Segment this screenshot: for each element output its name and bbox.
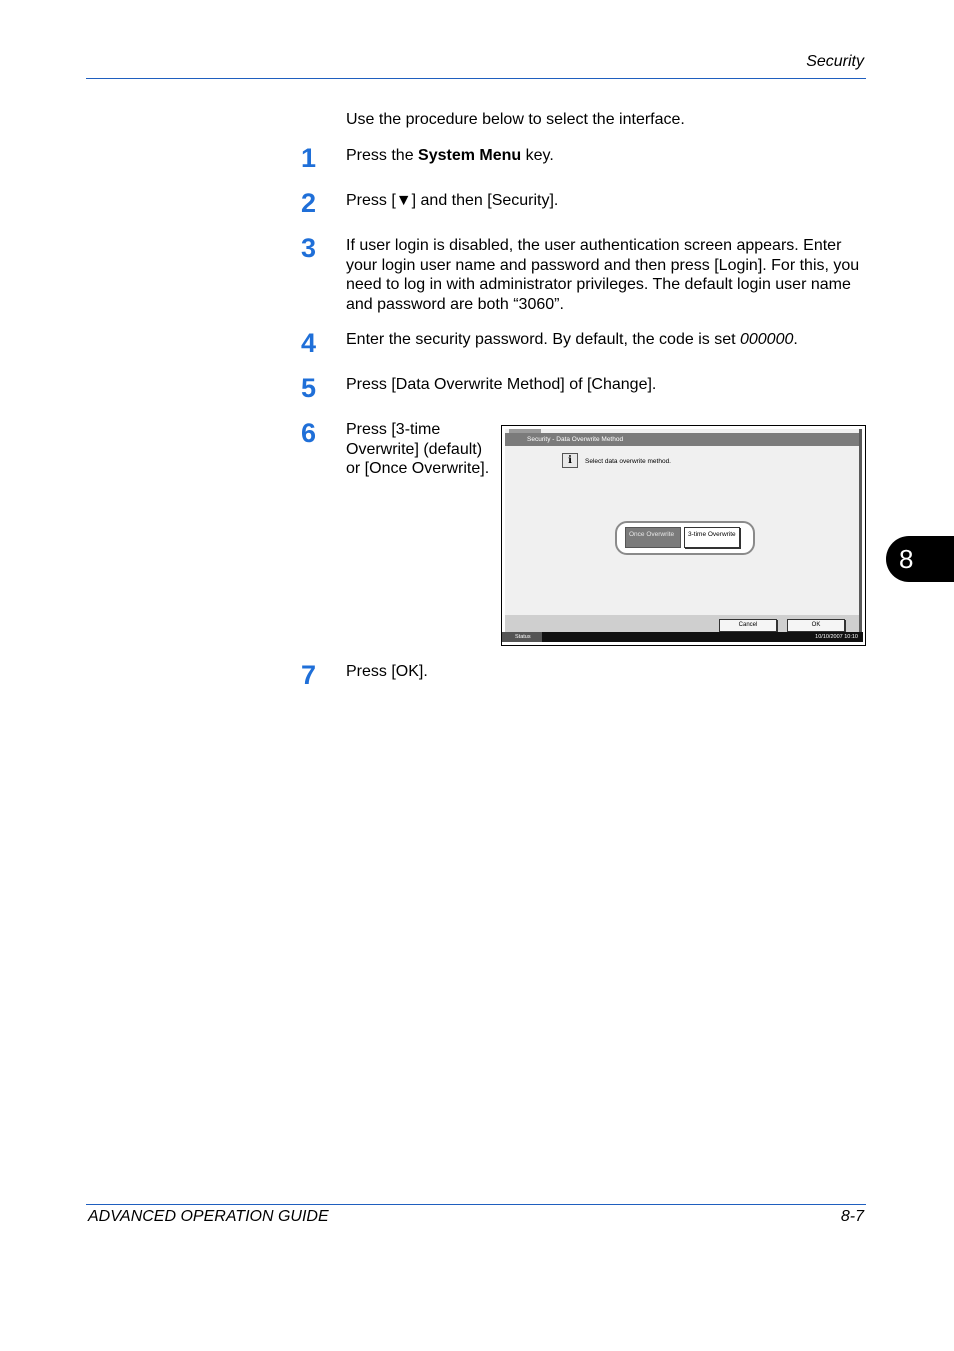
data-overwrite-screen [501,425,866,646]
cancel-button[interactable]: Cancel [719,619,777,632]
step-7-text: Press [OK]. [346,663,428,680]
footer-divider [86,1204,866,1205]
step-6-text: Press [3-time Overwrite] (default) or [Once Overwrite]. [346,421,490,477]
step-6-number: 6 [301,418,317,448]
once-overwrite-button[interactable]: Once Overwrite [625,527,681,548]
screen-message: Select data overwrite method. [585,458,671,465]
default-code: 000000 [739,331,794,348]
footer-page-number: 8-7 [840,1208,864,1225]
header-title: Security [806,53,864,70]
screen-title-bar [505,433,859,446]
step-2-number: 2 [301,188,317,218]
intro-text: Use the procedure below to select the interface. [346,111,685,128]
three-time-overwrite-button[interactable]: 3-time Overwrite [684,527,740,548]
overwrite-option-group [615,521,755,555]
step-4-number: 4 [301,328,317,358]
step-5-number: 5 [301,373,317,403]
status-datetime: 10/10/2007 10:10 [815,634,858,640]
header-divider [86,78,866,79]
system-menu-key: System Menu [418,147,522,164]
step-3-text: If user login is disabled, the user authentication screen appears. Enter your login user name and password and then press [Login]. For this, you need to log in with administrator privileges. The default login user name and password are both “3060”. [346,237,860,313]
status-button[interactable]: Status [502,632,542,642]
chapter-tab: 8 [886,536,954,582]
screen-body [505,429,862,635]
step-4-text: Enter the security password. By default, the code is set 000000. [346,331,798,348]
step-3-number: 3 [301,233,317,263]
step-2-text: Press [▼] and then [Security]. [346,192,559,209]
step-1-text: Press the System Menu key. [346,147,554,164]
status-bar [502,632,863,642]
step-7-number: 7 [301,660,317,690]
footer-guide-title: ADVANCED OPERATION GUIDE [88,1208,329,1225]
step-1-number: 1 [301,143,317,173]
info-icon: i [562,453,578,468]
screen-title: Security - Data Overwrite Method [527,436,624,443]
ok-button[interactable]: OK [787,619,845,632]
step-5-text: Press [Data Overwrite Method] of [Change]. [346,376,657,393]
